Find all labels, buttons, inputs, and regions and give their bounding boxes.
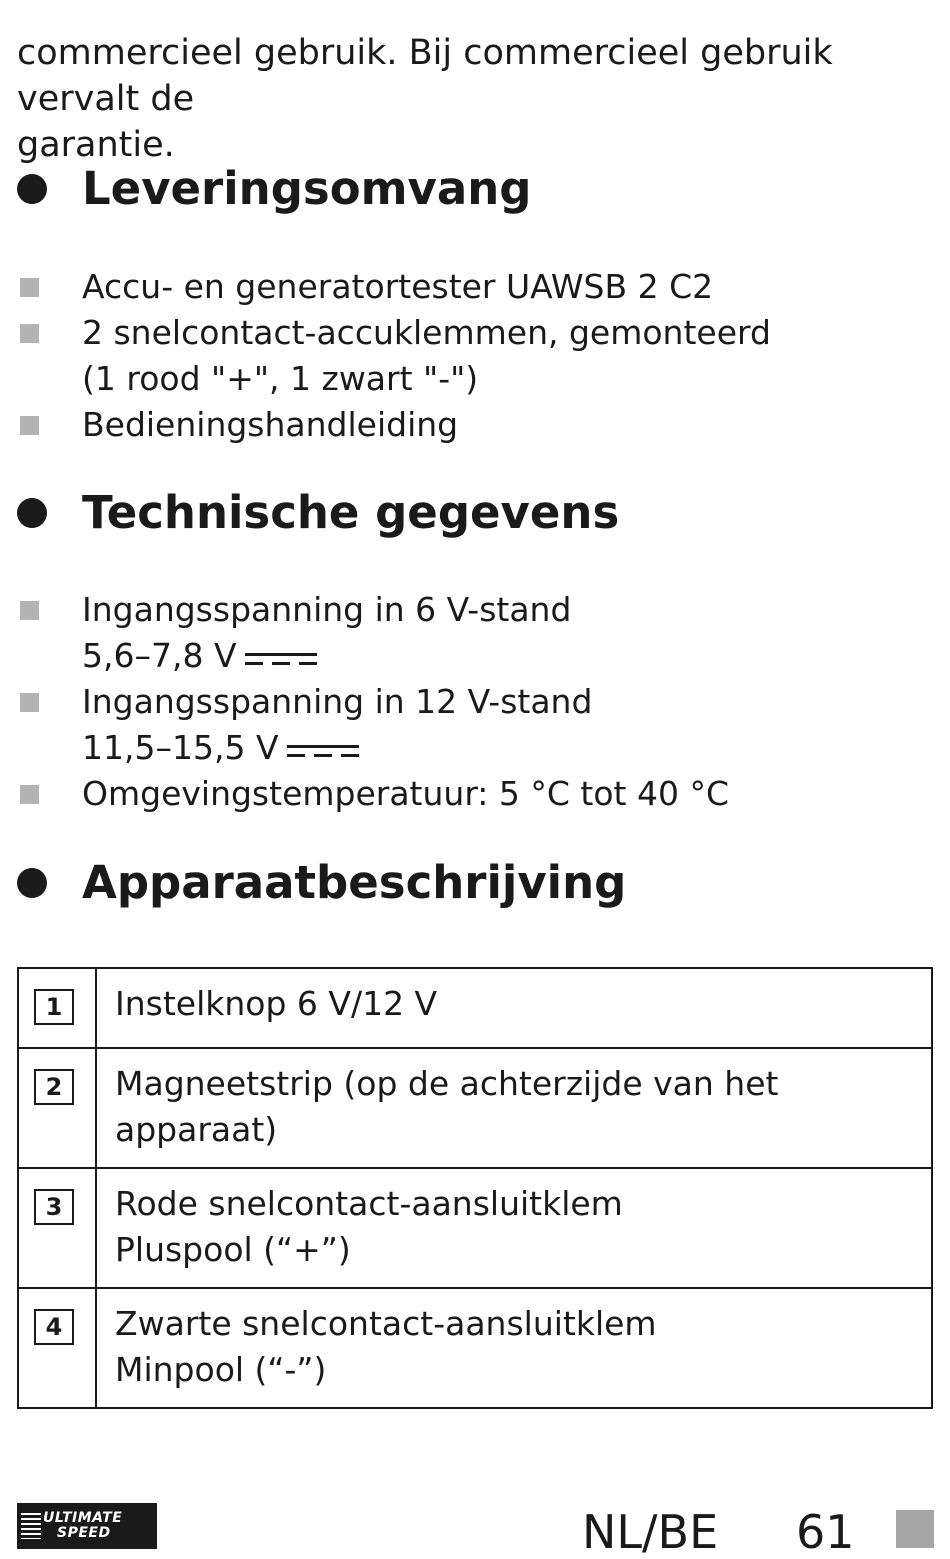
list-item-value: 5,6–7,8 V <box>82 636 237 675</box>
list-item <box>17 679 729 771</box>
part-description-cell <box>96 1168 932 1288</box>
table-row <box>18 1048 932 1168</box>
bullet-dot-icon <box>17 868 47 898</box>
part-description-cell <box>96 968 932 1048</box>
logo-text-line-2: SPEED <box>57 1525 111 1541</box>
list-item-text: Ingangsspanning in 12 V-stand <box>82 682 593 721</box>
list-item <box>17 264 771 310</box>
list-item-subtext: (1 rood "+", 1 zwart "-") <box>82 359 479 398</box>
parts-table <box>17 967 933 1409</box>
bullet-dot-icon <box>17 174 47 204</box>
section-title-text: Apparaatbeschrijving <box>82 856 627 909</box>
list-item <box>17 587 729 679</box>
brand-logo <box>17 1503 157 1549</box>
part-name: Zwarte snelcontact-aansluitklem <box>115 1304 657 1343</box>
list-item-text: Ingangsspanning in 6 V-stand <box>82 590 572 629</box>
section-title-leveringsomvang <box>17 162 531 215</box>
table-row <box>18 968 932 1048</box>
footer-region-label: NL/BE <box>582 1505 719 1559</box>
part-number-cell <box>18 1048 96 1168</box>
list-item <box>17 402 771 448</box>
page-marker-square-icon <box>896 1510 934 1548</box>
part-number-cell <box>18 1168 96 1288</box>
part-description-cell <box>96 1288 932 1408</box>
part-detail: Minpool (“-”) <box>115 1350 327 1389</box>
square-bullet-icon <box>20 416 39 435</box>
square-bullet-icon <box>20 693 39 712</box>
list-item-text: Accu- en generatortester UAWSB 2 C2 <box>82 267 714 306</box>
page-number: 61 <box>796 1505 855 1559</box>
dc-symbol-icon <box>245 651 317 667</box>
logo-stripes-icon <box>21 1513 41 1539</box>
bullet-dot-icon <box>17 498 47 528</box>
list-item-text: Bedieningshandleiding <box>82 405 459 444</box>
delivery-list <box>17 264 771 448</box>
section-title-technische-gegevens <box>17 486 619 539</box>
list-item-text: Omgevingstemperatuur: 5 °C tot 40 °C <box>82 774 730 813</box>
part-number-cell <box>18 1288 96 1408</box>
square-bullet-icon <box>20 785 39 804</box>
square-bullet-icon <box>20 324 39 343</box>
part-number-badge: 2 <box>34 1069 74 1105</box>
part-number-badge: 4 <box>34 1309 74 1345</box>
part-name: Instelknop 6 V/12 V <box>115 984 438 1023</box>
part-description-cell <box>96 1048 932 1168</box>
list-item <box>17 771 729 817</box>
part-number-badge: 1 <box>34 989 74 1025</box>
part-name: Magneetstrip (op de achterzijde van het apparaat) <box>115 1064 779 1149</box>
table-row <box>18 1288 932 1408</box>
dc-symbol-icon <box>287 743 359 759</box>
table-row <box>18 1168 932 1288</box>
section-title-text: Leveringsomvang <box>82 162 532 215</box>
intro-line-1: commercieel gebruik. Bij commercieel gebruik vervalt de <box>17 33 833 119</box>
intro-line-2: garantie. <box>17 125 175 165</box>
section-title-apparaatbeschrijving <box>17 856 626 909</box>
part-number-cell <box>18 968 96 1048</box>
square-bullet-icon <box>20 601 39 620</box>
list-item-text: 2 snelcontact-accuklemmen, gemonteerd <box>82 313 771 352</box>
part-detail: Pluspool (“+”) <box>115 1230 351 1269</box>
logo-text-line-1: ULTIMATE <box>43 1510 123 1526</box>
part-name: Rode snelcontact-aansluitklem <box>115 1184 623 1223</box>
list-item-value: 11,5–15,5 V <box>82 728 279 767</box>
section-title-text: Technische gegevens <box>82 486 620 539</box>
intro-paragraph <box>17 30 937 168</box>
specs-list <box>17 587 729 817</box>
list-item <box>17 310 771 402</box>
square-bullet-icon <box>20 278 39 297</box>
part-number-badge: 3 <box>34 1189 74 1225</box>
